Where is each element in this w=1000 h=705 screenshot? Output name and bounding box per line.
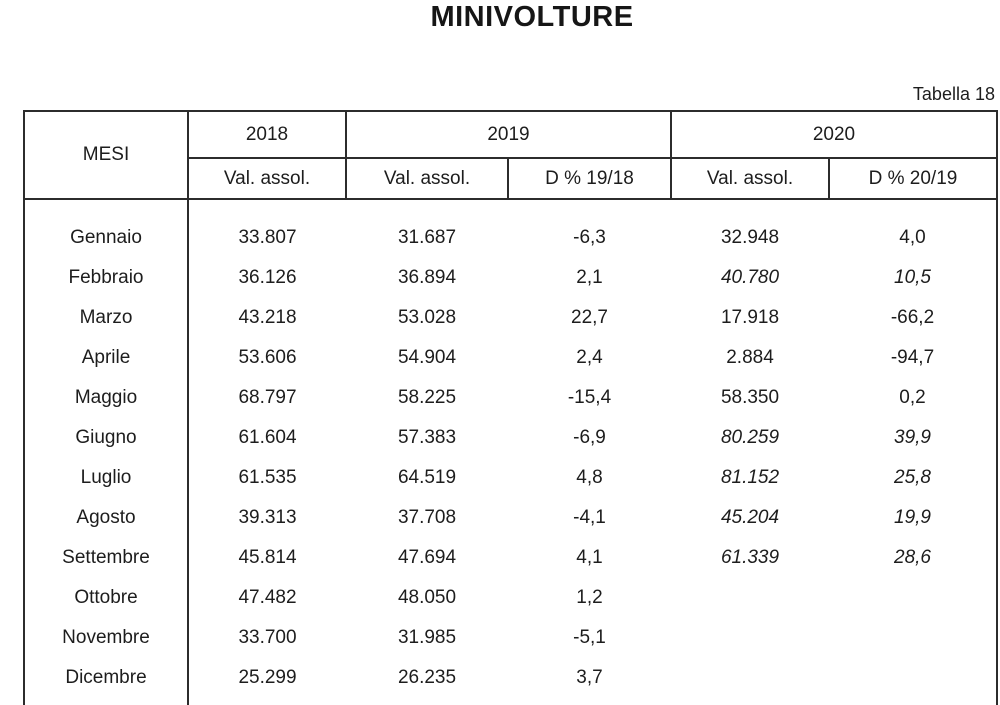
delta-20-19-cell bbox=[829, 658, 997, 698]
month-cell: Novembre bbox=[24, 618, 188, 658]
delta-20-19-cell: -66,2 bbox=[890, 307, 935, 328]
value-2018-cell: 43.218 bbox=[238, 307, 297, 328]
value-2019-cell: 53.028 bbox=[397, 307, 457, 328]
delta-20-19-cell: 10,5 bbox=[894, 267, 931, 288]
delta-20-19-cell: 39,9 bbox=[894, 427, 931, 448]
delta-19-18-cell: -4,1 bbox=[573, 507, 606, 528]
value-2020-cell bbox=[671, 578, 829, 618]
value-2018-cell: 25.299 bbox=[238, 667, 297, 688]
delta-19-18-cell: -6,3 bbox=[573, 227, 606, 248]
delta-20-19-cell: 25,8 bbox=[894, 467, 931, 488]
value-2019-cell: 64.519 bbox=[397, 467, 457, 488]
spacer-cell bbox=[188, 698, 997, 705]
table-row bbox=[24, 378, 997, 418]
delta-19-18-cell: 2,4 bbox=[576, 347, 603, 368]
month-cell: Marzo bbox=[24, 298, 188, 338]
month-cell: Gennaio bbox=[24, 218, 188, 258]
table-caption: Tabella 18 bbox=[912, 84, 995, 104]
value-2018-cell: 53.606 bbox=[238, 347, 297, 368]
value-2019-cell: 47.694 bbox=[397, 547, 457, 568]
subheader-val-assol-2020: Val. assol. bbox=[671, 158, 829, 199]
value-2019-cell: 54.904 bbox=[397, 347, 457, 368]
table-row bbox=[24, 458, 997, 498]
value-2019-cell: 48.050 bbox=[397, 587, 457, 608]
delta-19-18-cell: -15,4 bbox=[567, 387, 612, 408]
month-cell: Febbraio bbox=[24, 258, 188, 298]
table-row bbox=[24, 258, 997, 298]
value-2019-cell: 26.235 bbox=[397, 667, 457, 688]
subheader-delta-19-18: D % 19/18 bbox=[508, 158, 671, 199]
spacer-row bbox=[24, 199, 997, 218]
subheader-delta-20-19: D % 20/19 bbox=[829, 158, 997, 199]
spacer-cell bbox=[24, 698, 188, 705]
table-row bbox=[24, 418, 997, 458]
value-2018-cell: 36.126 bbox=[238, 267, 297, 288]
delta-19-18-cell: 2,1 bbox=[576, 267, 603, 288]
minivolture-table bbox=[23, 110, 998, 705]
month-cell: Agosto bbox=[24, 498, 188, 538]
delta-20-19-cell bbox=[829, 618, 997, 658]
value-2019-cell: 57.383 bbox=[397, 427, 457, 448]
month-cell: Ottobre bbox=[24, 578, 188, 618]
value-2019-cell: 31.985 bbox=[397, 627, 457, 648]
delta-19-18-cell: 1,2 bbox=[576, 587, 603, 608]
column-header-2020: 2020 bbox=[671, 111, 997, 158]
value-2020-cell: 2.884 bbox=[726, 347, 774, 368]
value-2018-cell: 61.604 bbox=[238, 427, 297, 448]
delta-20-19-cell: 4,0 bbox=[899, 227, 926, 248]
value-2018-cell: 45.814 bbox=[238, 547, 297, 568]
delta-20-19-cell: 19,9 bbox=[894, 507, 931, 528]
delta-19-18-cell: 22,7 bbox=[571, 307, 608, 328]
delta-20-19-cell: -94,7 bbox=[890, 347, 935, 368]
value-2018-cell: 39.313 bbox=[238, 507, 297, 528]
value-2020-cell: 40.780 bbox=[720, 267, 780, 288]
month-cell: Maggio bbox=[24, 378, 188, 418]
table-row bbox=[24, 498, 997, 538]
value-2020-cell: 32.948 bbox=[720, 227, 780, 248]
value-2020-cell bbox=[671, 618, 829, 658]
value-2020-cell: 80.259 bbox=[720, 427, 780, 448]
table-row bbox=[24, 618, 997, 658]
delta-20-19-cell: 0,2 bbox=[899, 387, 926, 408]
month-cell: Settembre bbox=[24, 538, 188, 578]
month-cell: Giugno bbox=[24, 418, 188, 458]
value-2018-cell: 33.700 bbox=[238, 627, 297, 648]
value-2020-cell bbox=[671, 658, 829, 698]
table-row bbox=[24, 298, 997, 338]
value-2020-cell: 45.204 bbox=[720, 507, 780, 528]
subheader-val-assol-2018: Val. assol. bbox=[188, 158, 346, 199]
table-row bbox=[24, 218, 997, 258]
delta-20-19-cell: 28,6 bbox=[894, 547, 931, 568]
value-2019-cell: 36.894 bbox=[397, 267, 457, 288]
table-row bbox=[24, 338, 997, 378]
delta-19-18-cell: -5,1 bbox=[573, 627, 606, 648]
value-2020-cell: 81.152 bbox=[720, 467, 780, 488]
value-2018-cell: 33.807 bbox=[238, 227, 297, 248]
spacer-row bbox=[24, 698, 997, 705]
table-row bbox=[24, 578, 997, 618]
delta-20-19-cell bbox=[829, 578, 997, 618]
value-2019-cell: 31.687 bbox=[397, 227, 457, 248]
column-header-mesi: MESI bbox=[24, 111, 188, 199]
subheader-val-assol-2019: Val. assol. bbox=[346, 158, 508, 199]
delta-19-18-cell: 4,8 bbox=[576, 467, 603, 488]
delta-19-18-cell: -6,9 bbox=[573, 427, 606, 448]
column-header-2019: 2019 bbox=[346, 111, 671, 158]
table-header bbox=[24, 111, 997, 199]
value-2020-cell: 17.918 bbox=[720, 307, 780, 328]
value-2018-cell: 68.797 bbox=[238, 387, 297, 408]
value-2020-cell: 58.350 bbox=[720, 387, 780, 408]
table-row bbox=[24, 658, 997, 698]
spacer-cell bbox=[24, 199, 188, 218]
header-row-years bbox=[24, 111, 997, 158]
value-2018-cell: 61.535 bbox=[238, 467, 297, 488]
table-body bbox=[24, 199, 997, 705]
table-row bbox=[24, 538, 997, 578]
value-2019-cell: 37.708 bbox=[397, 507, 457, 528]
value-2019-cell: 58.225 bbox=[397, 387, 457, 408]
page-title: MINIVOLTURE bbox=[430, 1, 634, 33]
column-header-2018: 2018 bbox=[188, 111, 346, 158]
spacer-cell bbox=[188, 199, 997, 218]
delta-19-18-cell: 3,7 bbox=[576, 667, 603, 688]
month-cell: Dicembre bbox=[24, 658, 188, 698]
value-2018-cell: 47.482 bbox=[238, 587, 297, 608]
delta-19-18-cell: 4,1 bbox=[576, 547, 603, 568]
month-cell: Aprile bbox=[24, 338, 188, 378]
month-cell: Luglio bbox=[24, 458, 188, 498]
value-2020-cell: 61.339 bbox=[720, 547, 780, 568]
